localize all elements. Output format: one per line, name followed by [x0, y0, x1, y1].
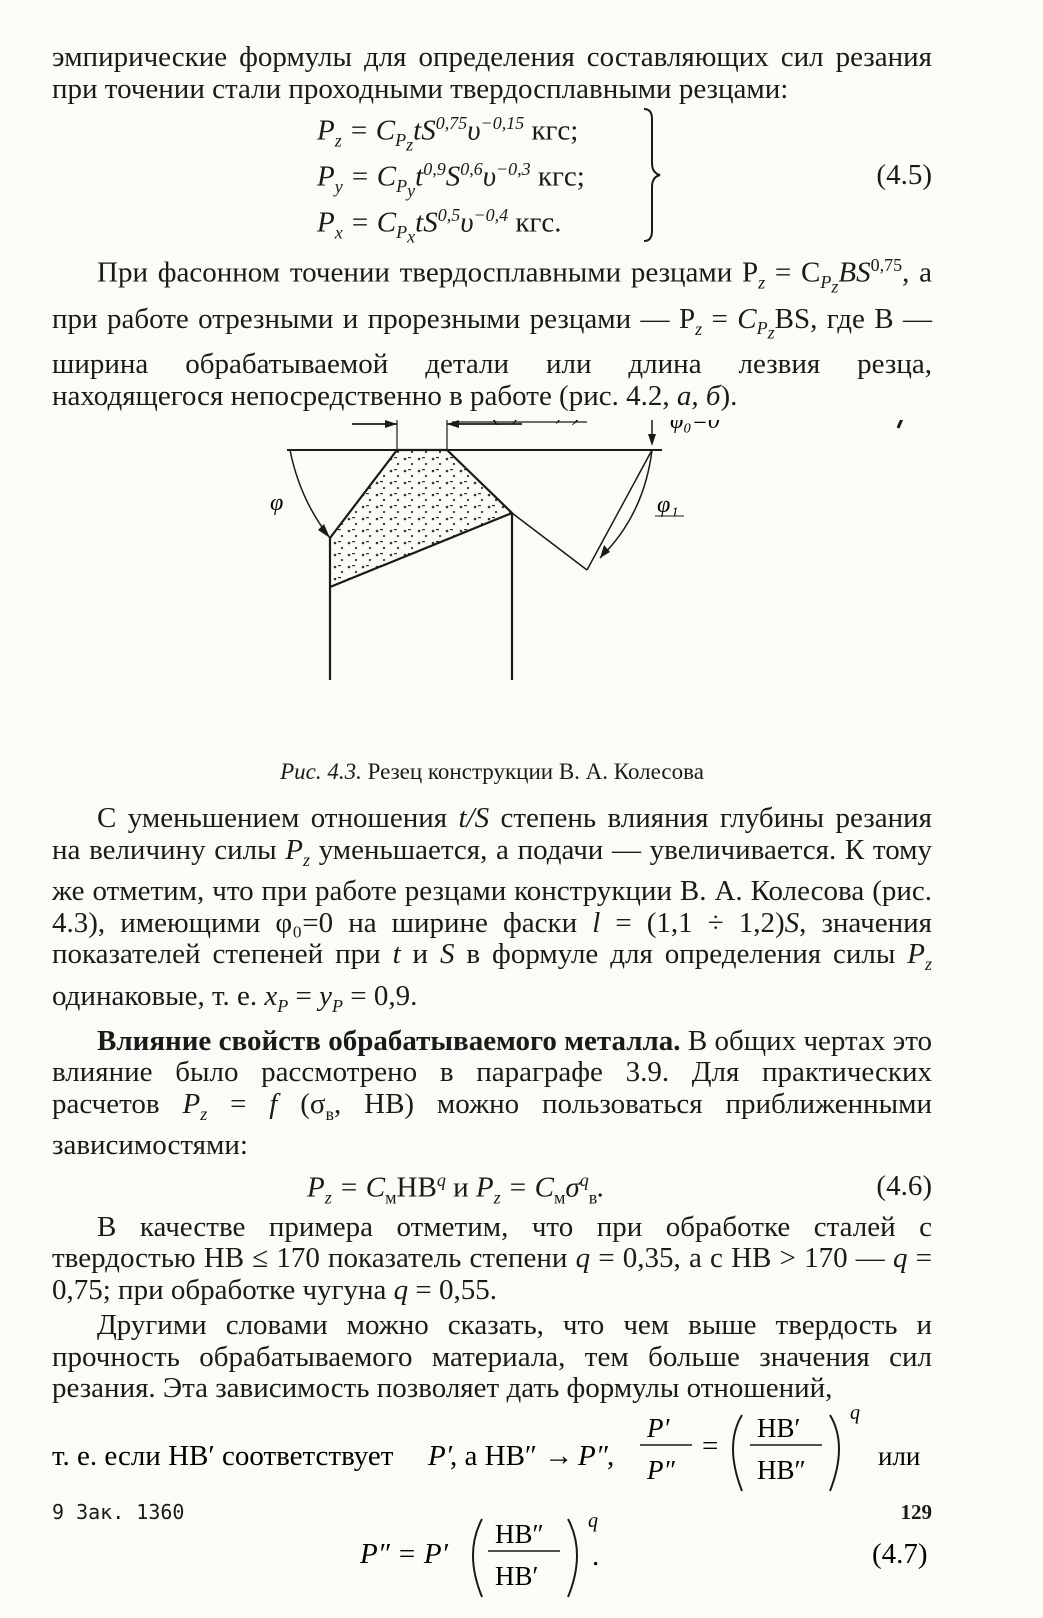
label-range [492, 420, 593, 426]
svg-text:.: . [592, 1539, 600, 1572]
equation-4-7-formula [52, 1513, 932, 1613]
svg-text:НВ′: НВ′ [495, 1560, 539, 1591]
paragraph-shaped-turning: При фасонном точении твердосплавными резцами $P_z = C_{P_z}BS^{0,75}$, а при работе отрезными и прорезными резцами — $P_z = C_{P_z}BS$, где B — ширина обрабатываемой детали или длина лезвия резца, находящегося непосредственно в работе (рис. 4.2, а, б). [52, 255, 933, 412]
svg-text:P′: P′ [428, 1439, 453, 1472]
svg-text:P″: P″ [578, 1439, 608, 1472]
svg-text:P″: P″ [647, 1454, 675, 1485]
equation-4-7 [52, 1513, 932, 1613]
paragraph-ratio: С уменьшением отношения t/S степень влияния глубины резания на величину силы $P_z$ уменьшается, а подачи — увеличивается. К тому же отметим, что при работе резцами конструкции В. А. Колесова (рис. 4.3), имеющими φ₀=0 на ширине фаски l = (1,1 ÷ 1,2)S, значения показателей степеней при t и S в формуле для определения силы $P_z$ одинаковые, т. е. $x_P = y_P = 0,9$. [52, 802, 932, 1016]
svg-text:=: = [702, 1429, 719, 1462]
svg-text:q: q [850, 1404, 860, 1424]
svg-text:P′: P′ [647, 1412, 670, 1443]
paragraph-material-properties: Влияние свойств обрабатываемого металла. В общих чертах это влияние было рассмотрено в параграфе 3.9. Для практических расчетов $P_z = f$ ($\sigma_в$, НВ) можно пользоваться приближенными зависимостями: [52, 1024, 932, 1162]
equation-number-4-5: (4.5) [876, 159, 932, 191]
svg-text:P″ = P′: P″ = P′ [360, 1537, 448, 1570]
section-heading: Влияние свойств обрабатываемого металла. [97, 1024, 681, 1057]
equation-number-4-6: (4.6) [876, 1169, 932, 1202]
page-body [52, 42, 932, 1613]
svg-text:,: , [607, 1439, 615, 1472]
svg-text:или: или [878, 1440, 921, 1471]
svg-text:НВ′: НВ′ [757, 1412, 801, 1443]
label-l [457, 420, 464, 426]
label-phi0: φ₀=0 [670, 420, 720, 435]
figure-4-3 [52, 420, 932, 750]
svg-text:НВ″: НВ″ [495, 1518, 544, 1549]
equation-4-5 [52, 107, 932, 248]
footer-order-number: 9 Зак. 1360 [52, 1500, 185, 1524]
label-phi: φ [270, 490, 284, 517]
equation-number-4-7: (4.7) [872, 1537, 928, 1570]
equation-line-py: $P_y = C_{P_y}t^{0,9}S^{0,6}\upsilon^{-0,3}$ кгс; [317, 159, 585, 202]
paragraph-hardness-relation: Другими словами можно сказать, что чем выше твердость и прочность обрабатываемого материала, тем больше значения сил резания. Эта зависимость позволяет дать формулы отношений, [52, 1309, 932, 1405]
equation-4-6: $P_z = C_мНВ^q$ и $P_z = C_м\sigma^q_в$. (4.6) [307, 1169, 932, 1208]
figure-caption: Рис. 4.3. Резец конструкции В. А. Колесова [280, 759, 704, 785]
intro-paragraph: эмпирические формулы для определения составляющих сил резания при точении стали проходными твердосплавными резцами: [52, 41, 932, 105]
carbide-insert [330, 450, 512, 587]
svg-text:q: q [588, 1512, 598, 1532]
svg-text:т. е. если НВ′ соответствует: т. е. если НВ′ соответствует [52, 1439, 394, 1472]
paragraph-example: В качестве примера отметим, что при обработке сталей с твердостью НВ ≤ 170 показатель степени q = 0,35, а с НВ > 170 — q = 0,75; при обработке чугуна q = 0,55. [52, 1210, 932, 1306]
page-number: 129 [900, 1500, 932, 1524]
ratio-formula-line [52, 1405, 932, 1513]
equation-line-pz: $P_z = C_{P_z}tS^{0,75}\upsilon^{-0,15}$ кгс; [317, 113, 579, 156]
equation-line-px: $P_x = C_{P_x}tS^{0,5}\upsilon^{-0,4}$ кгс. [317, 205, 562, 248]
cutter-diagram [52, 420, 932, 750]
svg-text:НВ″: НВ″ [757, 1454, 806, 1485]
ratio-formula [52, 1405, 932, 1513]
label-phi1: φ₁ [657, 492, 679, 519]
right-brace-icon [642, 107, 662, 242]
svg-text:, а НВ″ →: , а НВ″ → [450, 1439, 574, 1472]
